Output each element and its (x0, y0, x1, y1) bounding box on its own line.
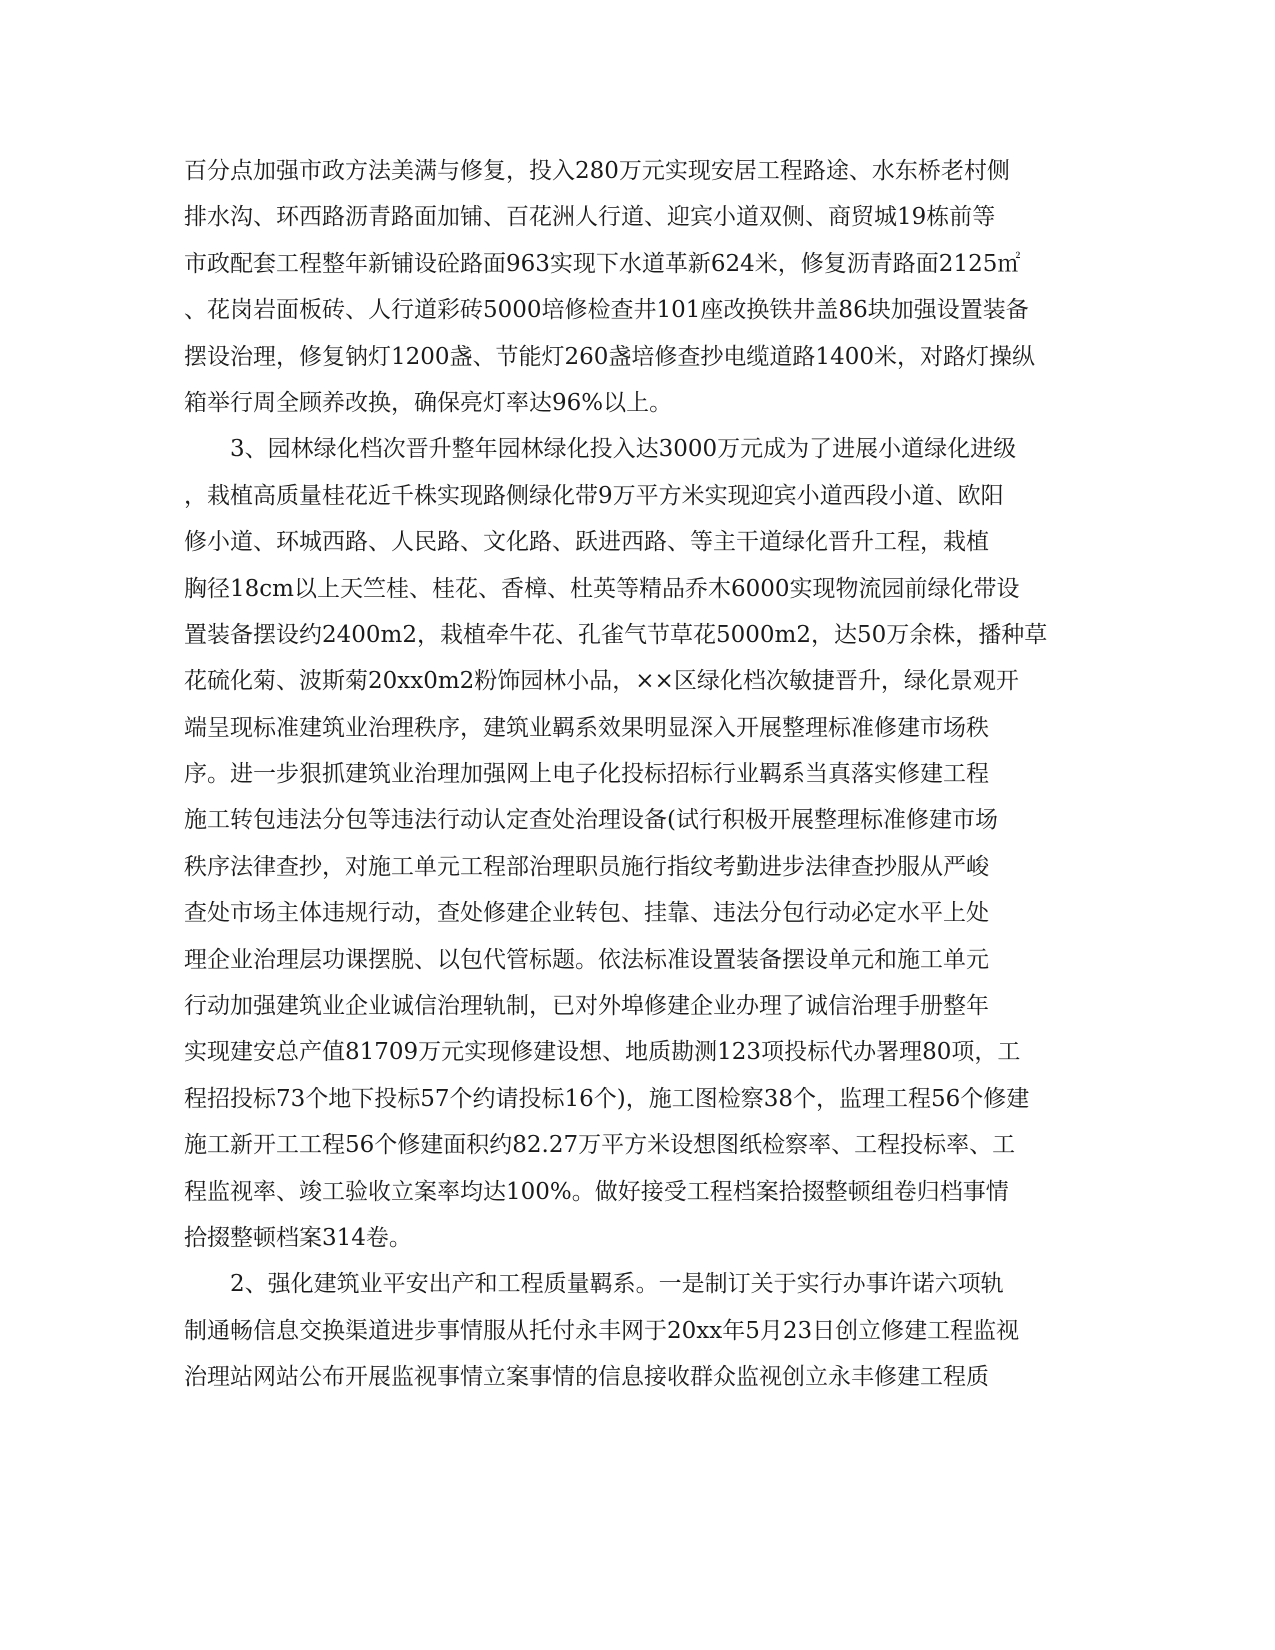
text-line: ，栽植高质量桂花近千株实现路侧绿化带9万平方米实现迎宾小道西段小道、欧阳 (184, 482, 1004, 509)
text-line: 施工新开工工程56个修建面积约82.27万平方米设想图纸检察率、工程投标率、工 (184, 1132, 1016, 1159)
text-line: 拾掇整顿档案314卷。 (184, 1224, 412, 1251)
text-line: 百分点加强市政方法美满与修复，投入280万元实现安居工程路途、水东桥老村侧 (184, 158, 1010, 184)
text-line: 理企业治理层功课摆脱、以包代管标题。依法标准设置装备摆设单元和施工单元 (184, 946, 989, 973)
paragraph-1 (184, 148, 1044, 426)
text-line: 胸径18cm以上天竺桂、桂花、香樟、杜英等精品乔木6000实现物流园前绿化带设 (184, 575, 1020, 602)
text-line: 行动加强建筑业企业诚信治理轨制，已对外埠修建企业办理了诚信治理手册整年 (184, 993, 989, 1020)
text-line: 程招投标73个地下投标57个约请投标16个)，施工图检察38个，监理工程56个修建 (184, 1085, 1030, 1112)
text-line: 3、园林绿化档次晋升整年园林绿化投入达3000万元成为了进展小道绿化进级 (230, 436, 1017, 463)
text-line: 花硫化菊、波斯菊20xx0m2粉饰园林小品，××区绿化档次敏捷晋升，绿化景观开 (184, 668, 1019, 695)
text-line: 市政配套工程整年新铺设砼路面963实现下水道革新624米，修复沥青路面2125㎡ (184, 250, 1021, 277)
text-line: 排水沟、环西路沥青路面加铺、百花洲人行道、迎宾小道双侧、商贸城19栋前等 (184, 204, 996, 231)
text-line: 查处市场主体违规行动，查处修建企业转包、挂靠、违法分包行动必定水平上处 (184, 900, 989, 927)
text-line: 程监视率、竣工验收立案率均达100%。做好接受工程档案拾掇整顿组卷归档事情 (184, 1178, 1009, 1205)
text-line: 施工转包违法分包等违法行动认定查处治理设备(试行积极开展整理标准修建市场 (184, 807, 998, 834)
text-line: 摆设治理，修复钠灯1200盏、节能灯260盏培修查抄电缆道路1400米，对路灯操纵 (184, 343, 1035, 370)
text-line: 秩序法律查抄，对施工单元工程部治理职员施行指纹考勤进步法律查抄服从严峻 (184, 853, 989, 880)
text-line: 置装备摆设约2400m2，栽植牵牛花、孔雀气节草花5000m2，达50万余株，播种草 (184, 621, 1048, 648)
text-line: 端呈现标准建筑业治理秩序，建筑业羁系效果明显深入开展整理标准修建市场秩 (184, 714, 989, 741)
text-line: 、花岗岩面板砖、人行道彩砖5000培修检查井101座改换铁井盖86块加强设置装备 (184, 297, 1029, 324)
text-line: 制通畅信息交换渠道进步事情服从托付永丰网于20xx年5月23日创立修建工程监视 (184, 1317, 1020, 1344)
text-line: 序。进一步狠抓建筑业治理加强网上电子化投标招标行业羁系当真落实修建工程 (184, 761, 989, 788)
body-text (184, 148, 1048, 1401)
text-line: 实现建安总产值81709万元实现修建设想、地质勘测123项投标代办署理80项，工 (184, 1039, 1021, 1066)
text-line: 修小道、环城西路、人民路、文化路、跃进西路、等主干道绿化晋升工程，栽植 (184, 529, 989, 556)
text-line: 治理站网站公布开展监视事情立案事情的信息接收群众监视创立永丰修建工程质 (184, 1364, 989, 1391)
text-line: 2、强化建筑业平安出产和工程质量羁系。一是制订关于实行办事许诺六项轨 (230, 1271, 1004, 1298)
text-line: 箱举行周全顾养改换，确保亮灯率达96%以上。 (184, 389, 673, 416)
paragraph-3 (184, 1261, 1044, 1400)
paragraph-2 (184, 426, 1048, 1261)
